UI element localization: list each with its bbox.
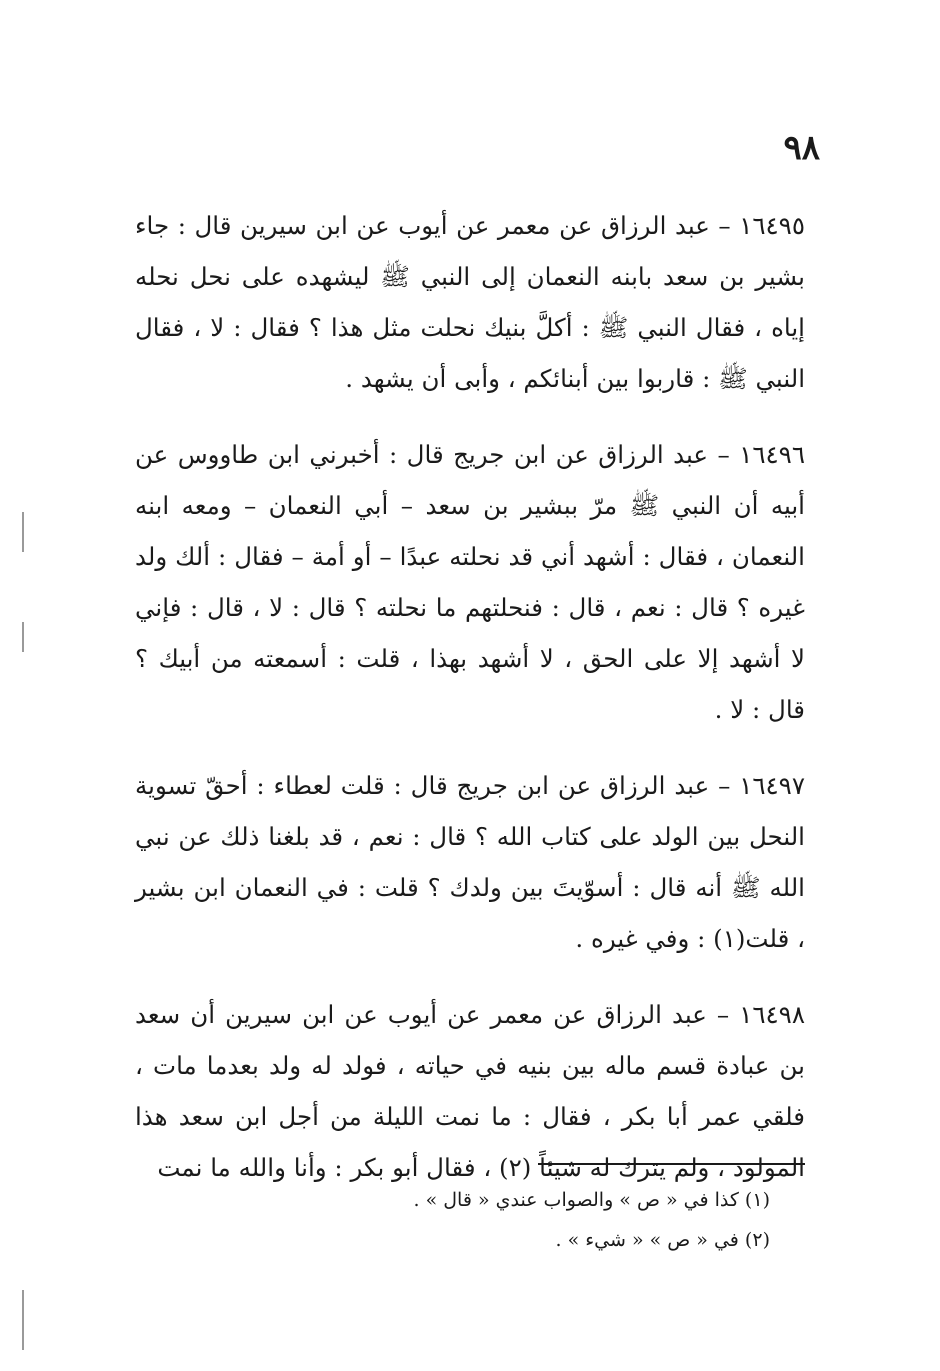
scan-margin-mark (22, 512, 24, 552)
scan-margin-mark (22, 1290, 24, 1350)
hadith-16497 (135, 760, 805, 964)
footnote-divider (538, 1163, 805, 1165)
hadith-text: ١٦٤٩٥ – عبد الرزاق عن معمر عن أيوب عن ابن سيرين قال : جاء بشير بن سعد بابنه النعمان إلى النبي ﷺ ليشهده على نحل نحله إياه ، فقال النبي ﷺ : أكلَّ بنيك نحلت مثل هذا ؟ فقال : لا ، فقال النبي ﷺ : قاربوا بين أبنائكم ، وأبى أن يشهد . (135, 211, 805, 393)
hadith-16495 (135, 200, 805, 404)
footnote-1: (١) كذا في « ص » والصواب عندي « قال » . (413, 1189, 770, 1211)
scan-margin-mark (22, 622, 24, 652)
hadith-text: ١٦٤٩٨ – عبد الرزاق عن معمر عن أيوب عن ابن سيرين أن سعد بن عبادة قسم ماله بين بنيه في حياته ، فولد له ولد بعدما مات ، فلقي عمر أبا بكر ، فقال : ما نمت الليلة من أجل ابن سعد هذا المولود ، ولم يترك له شيئاً (٢) ، فقال أبو بكر : وأنا والله ما نمت (135, 1000, 805, 1182)
main-text (135, 200, 805, 1218)
hadith-text: ١٦٤٩٧ – عبد الرزاق عن ابن جريج قال : قلت لعطاء : أحقّ تسوية النحل بين الولد على كتاب الله ؟ قال : نعم ، قد بلغنا ذلك عن نبي الله ﷺ أنه قال : أسوّيتَ بين ولدك ؟ قلت : في النعمان ابن بشير ، قلت(١) : وفي غيره . (135, 771, 805, 953)
footnotes (300, 1180, 770, 1260)
hadith-text: ١٦٤٩٦ – عبد الرزاق عن ابن جريج قال : أخبرني ابن طاووس عن أبيه أن النبي ﷺ مرّ ببشير بن سعد – أبي النعمان – ومعه ابنه النعمان ، فقال : أشهد أني قد نحلته عبدًا – أو أمة – فقال : ألك ولد غيره ؟ قال : نعم ، قال : فنحلتهم ما نحلته ؟ قال : لا ، قال : فإني لا أشهد إلا على الحق ، لا أشهد بهذا ، قلت : أسمعته من أبيك ؟ قال : لا . (135, 440, 805, 724)
footnote-2: (٢) في « ص » « شيء » . (555, 1229, 770, 1251)
hadith-16496 (135, 429, 805, 735)
page-number: ٩٨ (783, 128, 820, 168)
